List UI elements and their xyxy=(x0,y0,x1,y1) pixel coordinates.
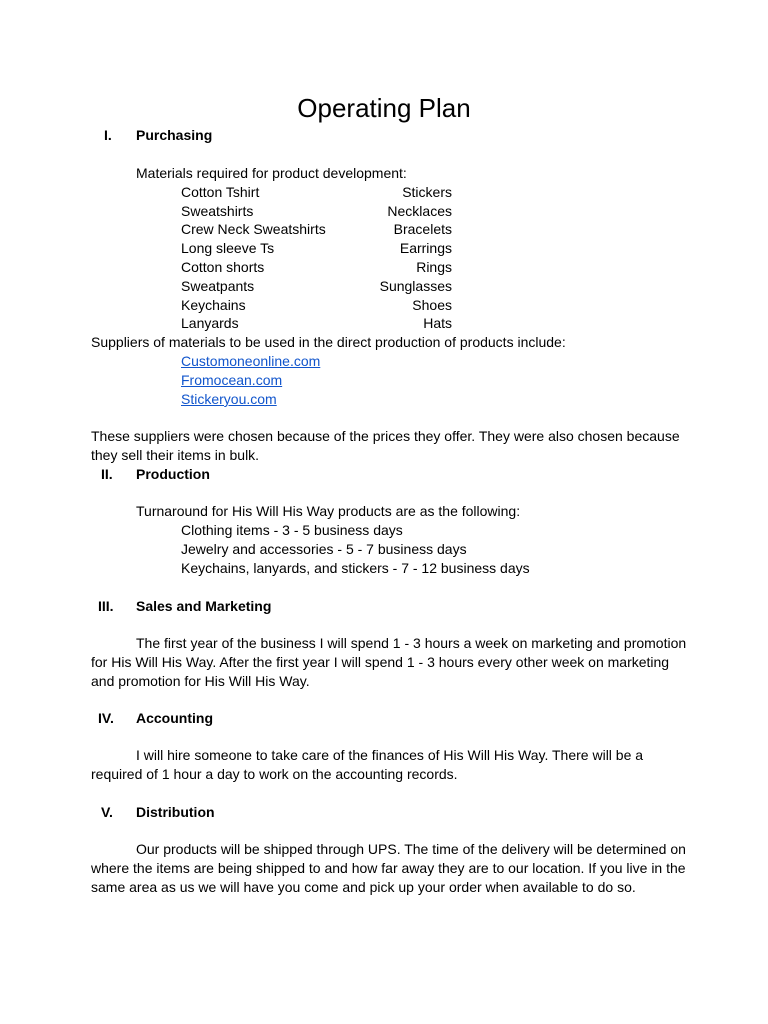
section-numeral: II. xyxy=(101,466,113,482)
list-item: Bracelets xyxy=(393,221,452,237)
suppliers-reason-line: they sell their items in bulk. xyxy=(91,447,260,463)
list-item: Lanyards xyxy=(181,315,239,331)
section-heading-distribution: Distribution xyxy=(136,804,215,820)
list-item: Sweatpants xyxy=(181,278,255,294)
paragraph-line: and promotion for His Will His Way. xyxy=(91,673,310,689)
paragraph-line: where the items are being shipped to and how far away they are to our location. If you live in the xyxy=(91,860,686,876)
supplier-link-customoneonline[interactable]: Customoneonline.com xyxy=(181,353,321,369)
suppliers-reason-line: These suppliers were chosen because of the prices they offer. They were also chosen because xyxy=(91,428,680,444)
materials-intro: Materials required for product development: xyxy=(136,165,407,181)
supplier-link-fromocean[interactable]: Fromocean.com xyxy=(181,372,283,388)
list-item: Clothing items - 3 - 5 business days xyxy=(181,522,403,538)
paragraph-line: The first year of the business I will spend 1 - 3 hours a week on marketing and promotion xyxy=(136,635,687,651)
list-item: Cotton Tshirt xyxy=(181,184,260,200)
section-numeral: III. xyxy=(98,598,114,614)
list-item: Earrings xyxy=(399,240,452,256)
list-item: Cotton shorts xyxy=(181,259,265,275)
production-intro: Turnaround for His Will His Way products are as the following: xyxy=(136,503,521,519)
list-item: Necklaces xyxy=(387,203,452,219)
suppliers-intro: Suppliers of materials to be used in the direct production of products include: xyxy=(91,334,566,350)
section-numeral: V. xyxy=(101,804,113,820)
section-heading-purchasing: Purchasing xyxy=(136,127,213,143)
section-heading-accounting: Accounting xyxy=(136,710,213,726)
section-heading-sales: Sales and Marketing xyxy=(136,598,272,614)
list-item: Sunglasses xyxy=(379,278,452,294)
list-item: Crew Neck Sweatshirts xyxy=(181,221,326,237)
list-item: Rings xyxy=(416,259,452,275)
section-numeral: I. xyxy=(104,127,112,143)
list-item: Long sleeve Ts xyxy=(181,240,275,256)
section-heading-production: Production xyxy=(136,466,210,482)
page-title: Operating Plan xyxy=(297,93,471,123)
list-item: Stickers xyxy=(402,184,452,200)
paragraph-line: I will hire someone to take care of the finances of His Will His Way. There will be a xyxy=(136,747,644,763)
list-item: Shoes xyxy=(412,297,452,313)
list-item: Keychains xyxy=(181,297,246,313)
list-item: Sweatshirts xyxy=(181,203,254,219)
list-item: Jewelry and accessories - 5 - 7 business days xyxy=(181,541,467,557)
section-numeral: IV. xyxy=(98,710,114,726)
paragraph-line: same area as us we will have you come and pick up your order when available to do so. xyxy=(91,879,636,895)
supplier-link-stickeryou[interactable]: Stickeryou.com xyxy=(181,391,277,407)
paragraph-line: required of 1 hour a day to work on the accounting records. xyxy=(91,766,458,782)
list-item: Hats xyxy=(423,315,452,331)
list-item: Keychains, lanyards, and stickers - 7 - 12 business days xyxy=(181,560,530,576)
paragraph-line: for His Will His Way. After the first year I will spend 1 - 3 hours every other week on marketing xyxy=(91,654,670,670)
paragraph-line: Our products will be shipped through UPS. The time of the delivery will be determined on xyxy=(136,841,686,857)
